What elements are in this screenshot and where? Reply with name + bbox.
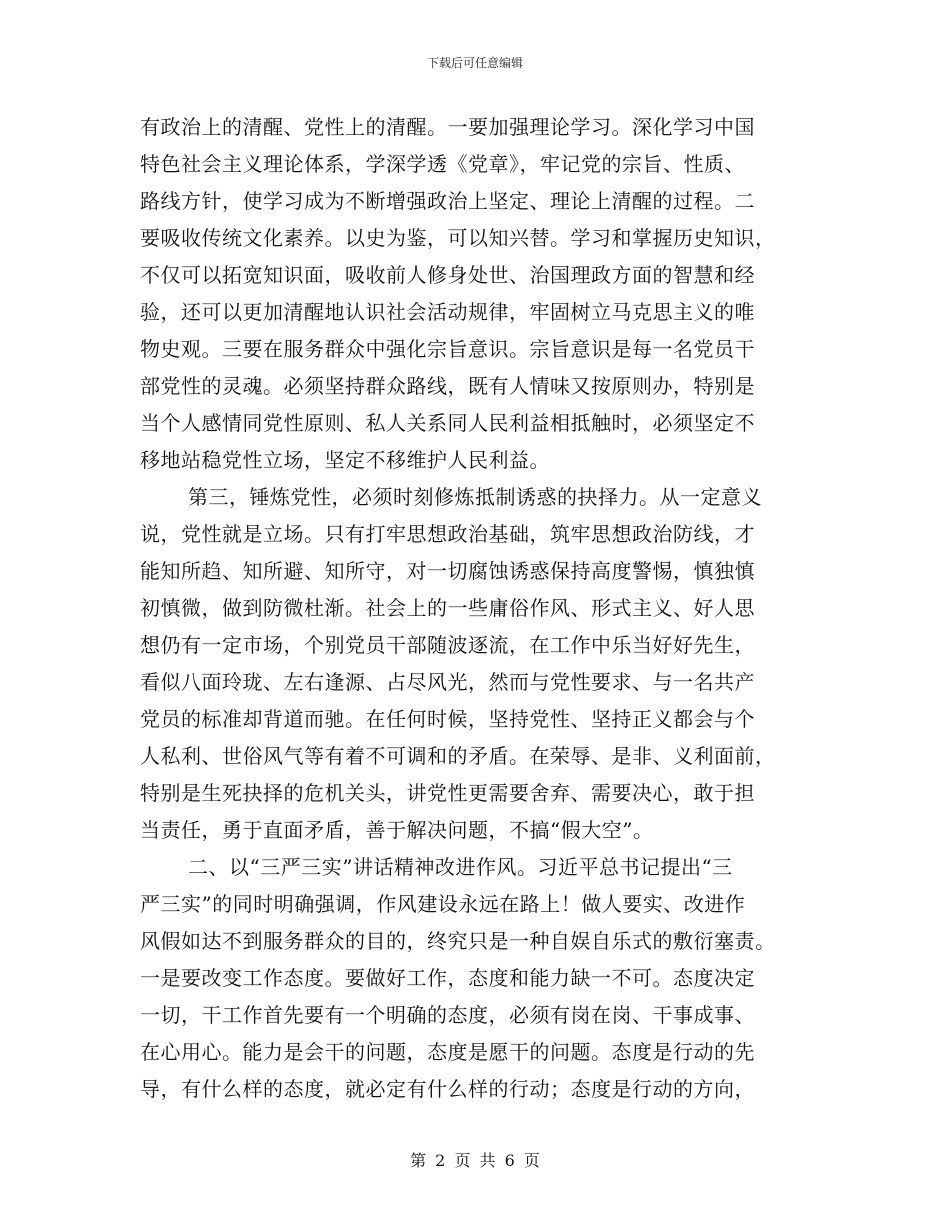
- text-line: 验，还可以更加清醒地认识社会活动规律，牢固树立马克思主义的唯: [140, 300, 755, 324]
- text-line: 人私利、世俗风气等有着不可调和的矛盾。在荣辱、是非、义利面前，: [140, 744, 776, 768]
- text-line: 不仅可以拓宽知识面，吸收前人修身处世、治国理政方面的智慧和经: [140, 263, 755, 287]
- text-line: 风假如达不到服务群众的目的，终究只是一种自娱自乐式的敷衍塞责。: [140, 929, 776, 953]
- text-line: 当责任，勇于直面矛盾，善于解决问题，不搞“假大空”。: [140, 818, 654, 842]
- text-line: 第三，锤炼党性，必须时刻修炼抵制诱惑的抉择力。从一定意义: [188, 485, 762, 509]
- text-line: 特色社会主义理论体系，学深学透《党章》，牢记党的宗旨、性质、: [140, 152, 745, 176]
- text-line: 初慎微，做到防微杜渐。社会上的一些庸俗作风、形式主义、好人思: [140, 596, 755, 620]
- text-line: 导，有什么样的态度，就必定有什么样的行动；态度是行动的方向，: [140, 1077, 755, 1101]
- text-line: 部党性的灵魂。必须坚持群众路线，既有人情味又按原则办，特别是: [140, 374, 755, 398]
- text-line: 一是要改变工作态度。要做好工作，态度和能力缺一不可。态度决定: [140, 966, 755, 990]
- text-line: 想仍有一定市场，个别党员干部随波逐流，在工作中乐当好好先生，: [140, 633, 755, 657]
- text-line: 在心用心。能力是会干的问题，态度是愿干的问题。态度是行动的先: [140, 1040, 755, 1064]
- text-line: 要吸收传统文化素养。以史为鉴，可以知兴替。学习和掌握历史知识，: [140, 226, 776, 250]
- text-line: 二、以“三严三实”讲话精神改进作风。习近平总书记提出“三: [188, 855, 733, 879]
- text-line: 说，党性就是立场。只有打牢思想政治基础，筑牢思想政治防线，才: [140, 522, 755, 546]
- document-body: [140, 109, 805, 1108]
- text-line: 特别是生死抉择的危机关头，讲党性更需要舍弃、需要决心，敢于担: [140, 781, 755, 805]
- text-line: 当个人感情同党性原则、私人关系同人民利益相抵触时，必须坚定不: [140, 411, 755, 435]
- text-line: 物史观。三要在服务群众中强化宗旨意识。宗旨意识是每一名党员干: [140, 337, 755, 361]
- text-line: 党员的标准却背道而驰。在任何时候，坚持党性、坚持正义都会与个: [140, 707, 755, 731]
- text-line: 路线方针，使学习成为不断增强政治上坚定、理论上清醒的过程。二: [140, 189, 755, 213]
- text-line: 移地站稳党性立场，坚定不移维护人民利益。: [140, 448, 550, 472]
- page-footer: 第 2 页 共 6 页: [410, 1151, 540, 1170]
- text-line: 严三实”的同时明确强调，作风建设永远在路上！做人要实、改进作: [140, 892, 746, 916]
- text-line: 看似八面玲珑、左右逢源、占尽风光，然而与党性要求、与一名共产: [140, 670, 755, 694]
- text-line: 能知所趋、知所避、知所守，对一切腐蚀诱惑保持高度警惕，慎独慎: [140, 559, 755, 583]
- text-line: 有政治上的清醒、党性上的清醒。一要加强理论学习。深化学习中国: [140, 115, 755, 139]
- text-line: 一切，干工作首先要有一个明确的态度，必须有岗在岗、干事成事、: [140, 1003, 755, 1027]
- page-header: 下载后可任意编辑: [426, 56, 523, 70]
